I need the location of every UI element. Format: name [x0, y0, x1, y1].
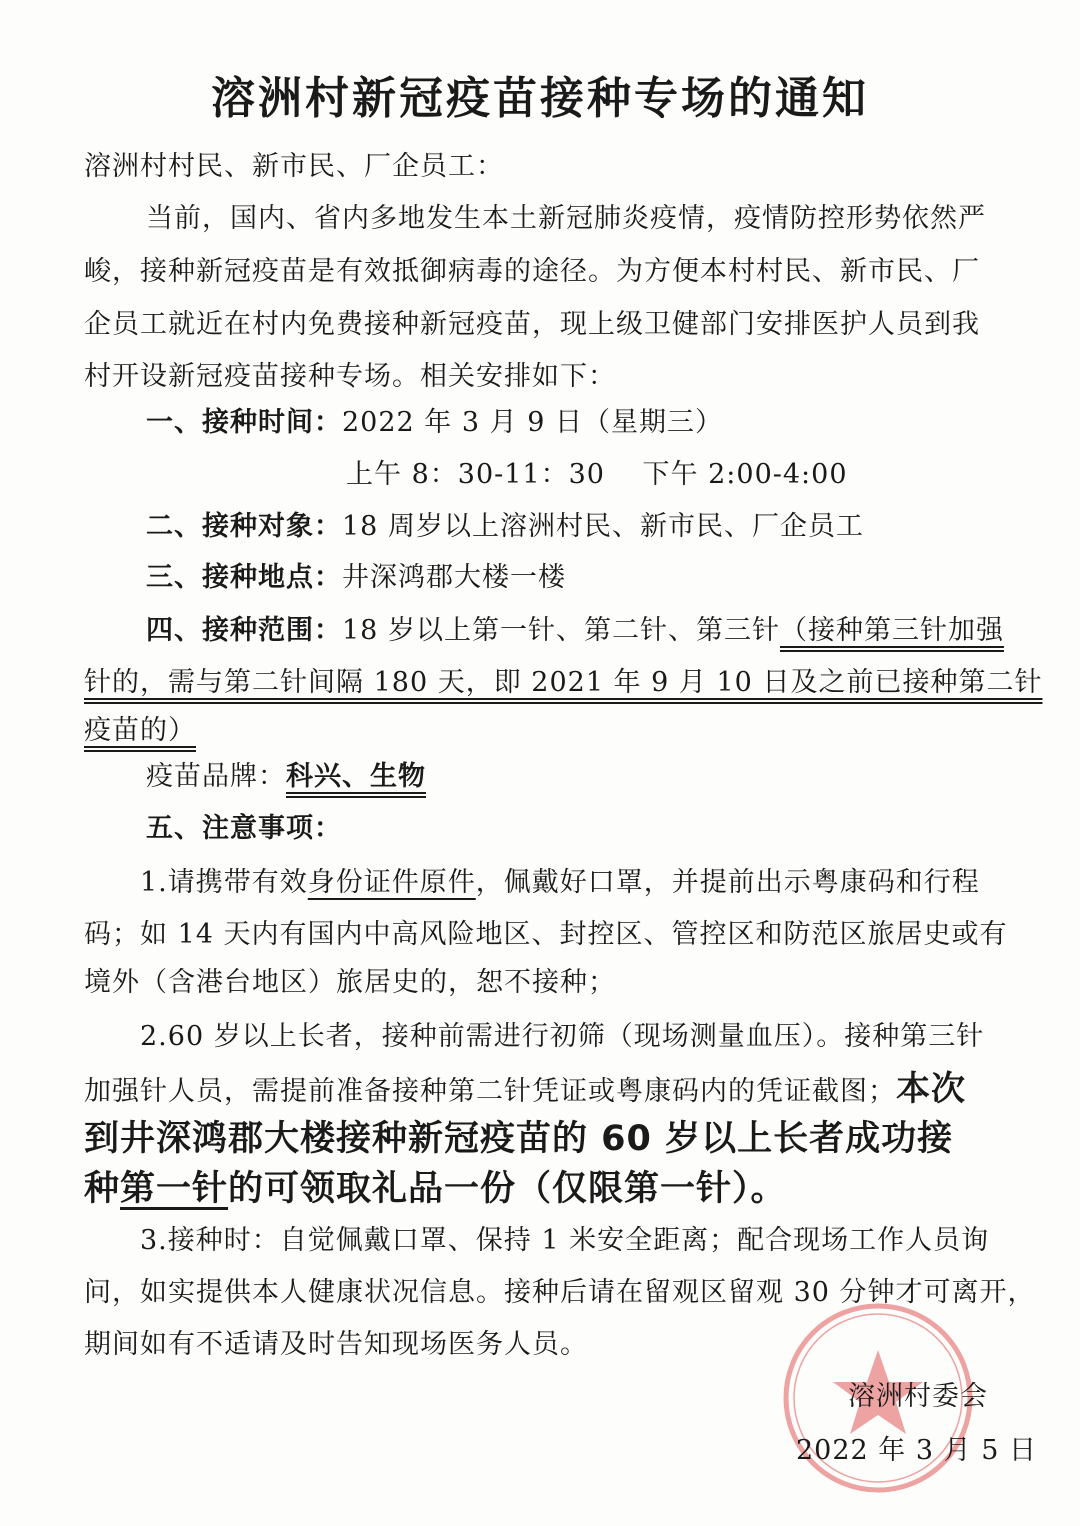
note-1-line-3: 境外（含港台地区）旅居史的，恕不接种； — [84, 967, 616, 998]
section-location-label: 三、接种地点： — [146, 562, 342, 593]
signature-date: 2022 年 3 月 5 日 — [796, 1435, 1037, 1466]
note-2-line-3: 到井深鸿郡大楼接种新冠疫苗的 60 岁以上长者成功接 — [84, 1119, 954, 1159]
intro-line-1: 当前，国内、省内多地发生本土新冠肺炎疫情，疫情防控形势依然严 — [146, 203, 986, 234]
signature-organization: 溶洲村委会 — [848, 1381, 988, 1412]
section-time-value: 2022 年 3 月 9 日（星期三） — [342, 407, 723, 438]
note-2-line-2 — [84, 1062, 1014, 1119]
note-1-line-2: 码；如 14 天内有国内中高风险地区、封控区、管控区和防范区旅居史或有 — [84, 919, 1008, 950]
note-1-rest: ，佩戴好口罩，并提前出示粤康码和行程 — [475, 867, 980, 898]
vaccine-brand — [84, 750, 1014, 804]
section-scope-note-1: （接种第三针加强 — [779, 615, 1004, 646]
note-1-start: 1.请携带有效 — [140, 867, 308, 898]
intro-line-3: 企员工就近在村内免费接种新冠疫苗，现上级卫健部门安排医护人员到我 — [84, 309, 980, 340]
note-2-line-4-start: 种 — [84, 1169, 121, 1209]
section-target — [84, 500, 1014, 554]
section-scope-note-line-2 — [84, 656, 1043, 710]
note-1-line-1 — [84, 856, 1014, 910]
salutation: 溶洲村村民、新市民、厂企员工： — [84, 151, 504, 182]
document-title: 溶洲村新冠疫苗接种专场的通知 — [211, 73, 869, 124]
section-target-value: 18 周岁以上溶洲村民、新市民、厂企员工 — [342, 511, 864, 542]
note-2-line-4 — [84, 1162, 1014, 1216]
note-2-line-1: 2.60 岁以上长者，接种前需进行初筛（现场测量血压）。接种第三针 — [140, 1021, 985, 1052]
section-scope-label: 四、接种范围： — [146, 615, 342, 646]
intro-line-2: 峻，接种新冠疫苗是有效抵御病毒的途径。为方便本村村民、新市民、厂 — [84, 256, 980, 287]
section-time-hours: 上午 8：30-11：30 下午 2:00-4:00 — [346, 459, 848, 490]
section-scope-note-3: 疫苗的） — [84, 715, 196, 746]
section-target-label: 二、接种对象： — [146, 511, 342, 542]
section-scope-value: 18 岁以上第一针、第二针、第三针 — [342, 615, 780, 646]
note-3-line-3: 期间如有不适请及时告知现场医务人员。 — [84, 1329, 588, 1360]
section-location-value: 井深鸿郡大楼一楼 — [342, 562, 566, 593]
note-3-line-1: 3.接种时：自觉佩戴口罩、保持 1 米安全距离；配合现场工作人员询 — [140, 1225, 990, 1256]
section-scope — [84, 604, 1014, 658]
section-scope-note-2: 针的，需与第二针间隔 180 天，即 2021 年 9 月 10 日及之前已接种第二针 — [84, 667, 1043, 698]
section-location — [84, 551, 1014, 605]
note-2-line-4-end: 的可领取礼品一份（仅限第一针）。 — [228, 1169, 787, 1209]
section-notes — [84, 802, 1014, 856]
section-notes-label: 五、注意事项： — [146, 813, 342, 844]
section-time — [84, 396, 1014, 450]
vaccine-brand-label: 疫苗品牌： — [146, 761, 286, 792]
section-time-label: 一、接种时间： — [146, 407, 342, 438]
note-2-emphasis-start: 本次 — [896, 1069, 966, 1109]
note-1-id-card: 身份证件原件 — [307, 867, 476, 898]
vaccine-brand-value: 科兴、生物 — [286, 761, 426, 792]
note-2-line-2-text: 加强针人员，需提前准备接种第二针凭证或粤康码内的凭证截图； — [84, 1076, 896, 1107]
note-3-line-2: 问，如实提供本人健康状况信息。接种后请在留观区留观 30 分钟才可离开， — [84, 1277, 1036, 1308]
note-2-first-dose: 第一针 — [120, 1169, 229, 1209]
intro-line-4: 村开设新冠疫苗接种专场。相关安排如下： — [84, 361, 616, 392]
